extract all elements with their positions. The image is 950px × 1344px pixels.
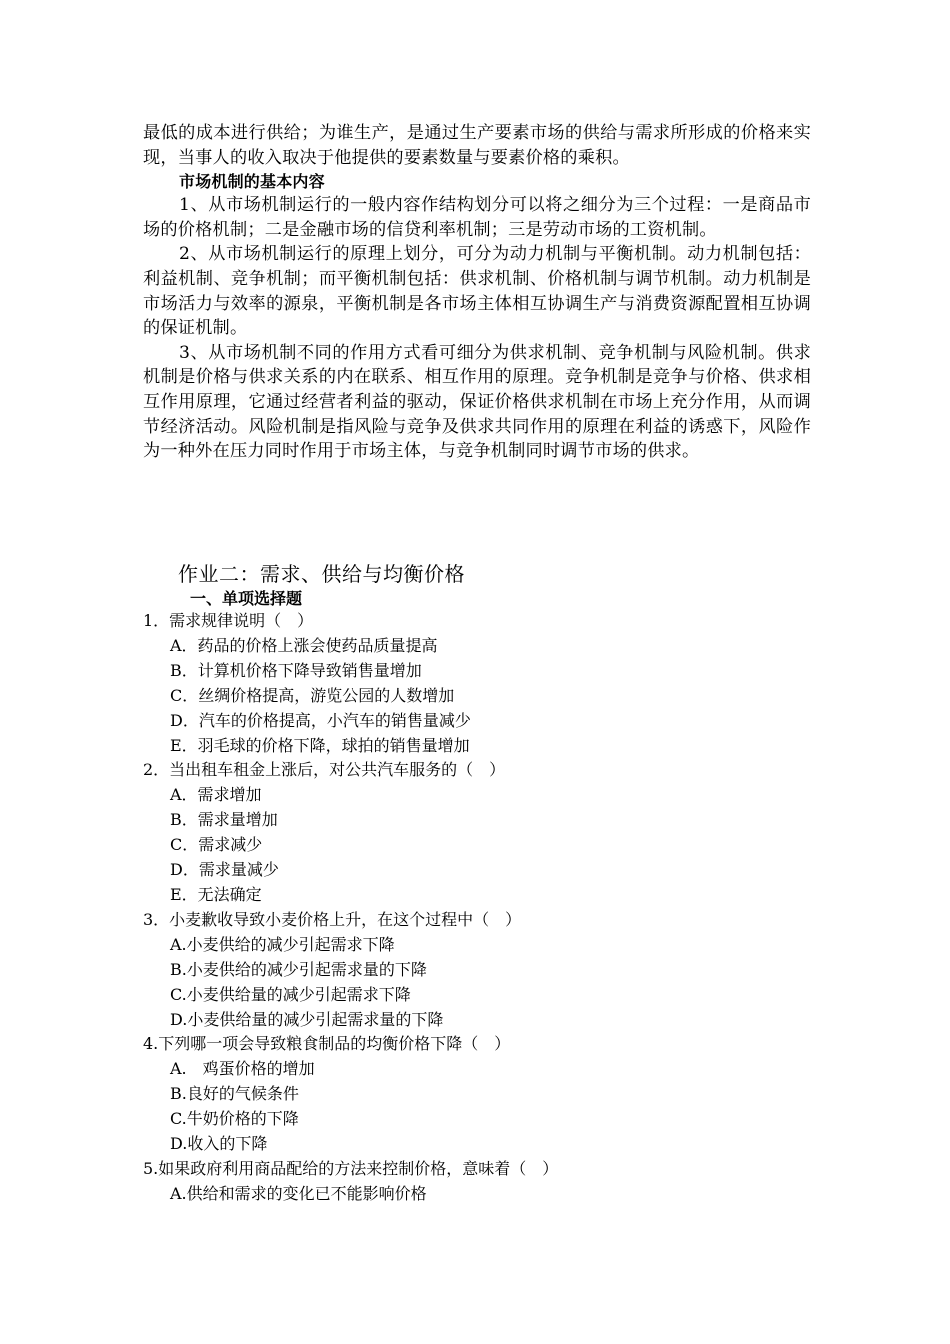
- intro-paragraph: 1、从市场机制运行的一般内容作结构划分可以将之细分为三个过程：一是商品市场的价格机制；二是金融市场的信贷利率机制；三是劳动市场的工资机制。: [143, 195, 811, 240]
- question-stem: 2．当出租车租金上涨后，对公共汽车服务的（ ）: [143, 760, 506, 780]
- question-option: E．羽毛球的价格下降，球拍的销售量增加: [170, 735, 470, 755]
- intro-paragraph: 2、从市场机制运行的原理上划分，可分为动力机制与平衡机制。动力机制包括：利益机制、竞争机制；而平衡机制包括：供求机制、价格机制与调节机制。动力机制是市场活力与效率的源泉，平衡机制是各市场主体相互协调生产与消费资源配置相互协调的保证机制。: [143, 244, 811, 339]
- question-option: C．需求减少: [170, 835, 263, 855]
- question-option: D.小麦供给量的减少引起需求量的下降: [170, 1009, 444, 1029]
- question-option: A．需求增加: [170, 785, 262, 805]
- question: [143, 1032, 823, 1157]
- question-list: [143, 609, 823, 1207]
- question-option: A.小麦供给的减少引起需求下降: [170, 934, 395, 954]
- question-option: D.收入的下降: [170, 1134, 268, 1154]
- question: [143, 758, 823, 907]
- homework-title: 作业二：需求、供给与均衡价格: [178, 562, 465, 586]
- question-option: D．汽车的价格提高，小汽车的销售量减少: [170, 710, 471, 730]
- question-option: C．丝绸价格提高，游览公园的人数增加: [170, 685, 455, 705]
- intro-section: [143, 121, 811, 464]
- question-option: A．药品的价格上涨会使药品质量提高: [170, 635, 438, 655]
- question-stem: 3．小麦歉收导致小麦价格上升，在这个过程中（ ）: [143, 909, 522, 929]
- question-option: C.牛奶价格的下降: [170, 1109, 299, 1129]
- question: [143, 908, 823, 1033]
- question-option: D．需求量减少: [170, 860, 279, 880]
- question-option: E．无法确定: [170, 884, 262, 904]
- intro-paragraph: 最低的成本进行供给；为谁生产，是通过生产要素市场的供给与需求所形成的价格来实现，当事人的收入取决于他提供的要素数量与要素价格的乘积。: [143, 123, 811, 168]
- question-option: C.小麦供给量的减少引起需求下降: [170, 984, 411, 1004]
- question-option: A. 鸡蛋价格的增加: [170, 1059, 315, 1079]
- question: [143, 609, 823, 758]
- question-option: A.供给和需求的变化已不能影响价格: [170, 1183, 427, 1203]
- question: [143, 1157, 823, 1207]
- question-option: B.良好的气候条件: [170, 1084, 299, 1104]
- question-stem: 4.下列哪一项会导致粮食制品的均衡价格下降（ ）: [143, 1034, 511, 1054]
- question-option: B.小麦供给的减少引起需求量的下降: [170, 959, 427, 979]
- question-option: B．计算机价格下降导致销售量增加: [170, 660, 422, 680]
- question-stem: 1．需求规律说明（ ）: [143, 611, 314, 630]
- section-heading: 市场机制的基本内容: [179, 172, 325, 192]
- question-option: B．需求量增加: [170, 810, 278, 830]
- section-title: 一、单项选择题: [190, 589, 303, 608]
- question-stem: 5.如果政府利用商品配给的方法来控制价格，意味着（ ）: [143, 1158, 559, 1178]
- intro-paragraph: 3、从市场机制不同的作用方式看可细分为供求机制、竞争机制与风险机制。供求机制是价格与供求关系的内在联系、相互作用的原理。竞争机制是竞争与价格、供求相互作用原理，它通过经营者利益的驱动，保证价格供求机制在市场上充分作用，从而调节经济活动。风险机制是指风险与竞争及供求共同作用的原理在利益的诱惑下，风险作为一种外在压力同时作用于市场主体，与竞争机制同时调节市场的供求。: [143, 342, 811, 462]
